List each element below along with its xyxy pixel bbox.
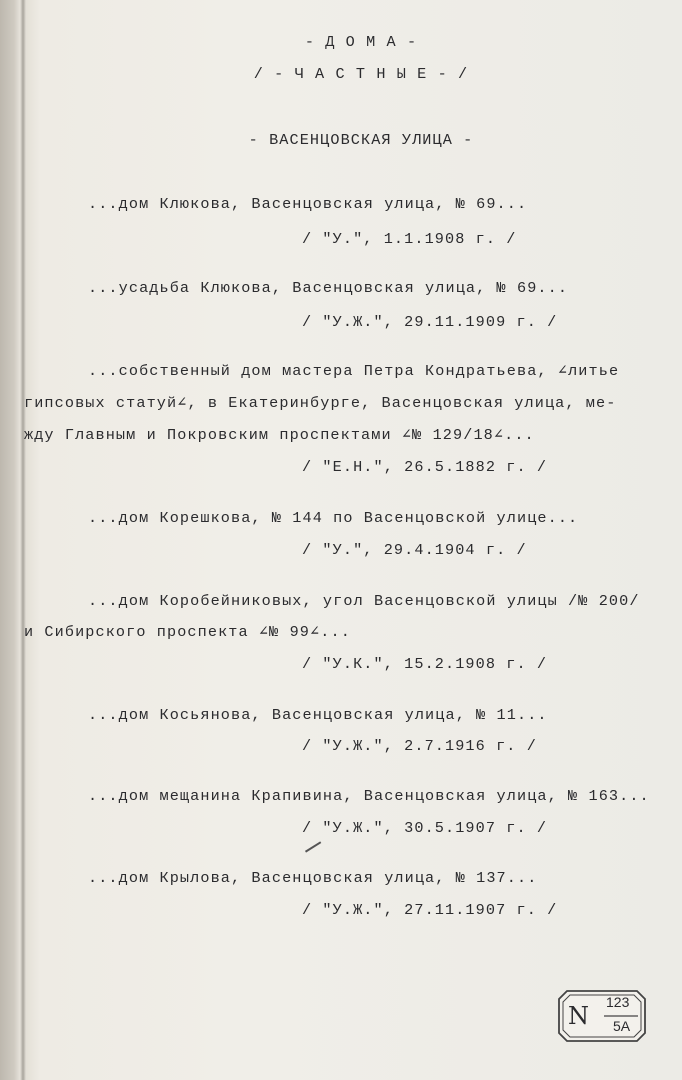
entry-source: / "У.", 29.4.1904 г. / [302, 541, 527, 559]
archive-stamp [558, 990, 646, 1042]
stamp-symbol: N [568, 1002, 589, 1030]
entry-text: ...дом Корешкова, № 144 по Васенцовской улице... [88, 509, 579, 527]
entry-source: / "У.Ж.", 2.7.1916 г. / [302, 737, 537, 755]
page-subheading: / - Ч А С Т Н Ы Е - / [253, 65, 469, 83]
book-binding [0, 0, 40, 1080]
entry-text: ...дом Клюкова, Васенцовская улица, № 69... [88, 195, 528, 213]
stamp-number: 123 [606, 994, 630, 1010]
entry-text: ...собственный дом мастера Петра Кондратьева, ∠литье [88, 362, 620, 380]
entry-text: и Сибирского проспекта ∠№ 99∠... [24, 623, 351, 641]
entry-text: ...дом Косьянова, Васенцовская улица, № 11... [88, 706, 548, 724]
pencil-mark [305, 841, 321, 852]
stamp-sub: 5А [613, 1018, 631, 1034]
entry-source: / "У.Ж.", 27.11.1907 г. / [302, 901, 558, 919]
entry-text: ...дом Коробейниковых, угол Васенцовской улицы /№ 200/ [88, 592, 640, 610]
entry-text: ...усадьба Клюкова, Васенцовская улица, № 69... [88, 279, 569, 297]
entry-source: / "Е.Н.", 26.5.1882 г. / [302, 458, 548, 476]
entry-source: / "У.Ж.", 30.5.1907 г. / [302, 819, 548, 837]
entry-source: / "У.К.", 15.2.1908 г. / [302, 655, 548, 673]
page-heading: - Д О М А - [304, 33, 418, 51]
entry-text: жду Главным и Покровским проспектами ∠№ 129/18∠... [24, 426, 535, 444]
document-page [24, 0, 682, 1080]
entry-text: ...дом Крылова, Васенцовская улица, № 137... [88, 869, 538, 887]
entry-source: / "У.Ж.", 29.11.1909 г. / [302, 313, 558, 331]
entry-text: ...дом мещанина Крапивина, Васенцовская улица, № 163... [88, 787, 650, 805]
entry-text: гипсовых статуй∠, в Екатеринбурге, Васенцовская улица, ме- [24, 394, 617, 412]
street-heading: - ВАСЕНЦОВСКАЯ УЛИЦА - [248, 131, 474, 149]
entry-source: / "У.", 1.1.1908 г. / [302, 230, 517, 248]
